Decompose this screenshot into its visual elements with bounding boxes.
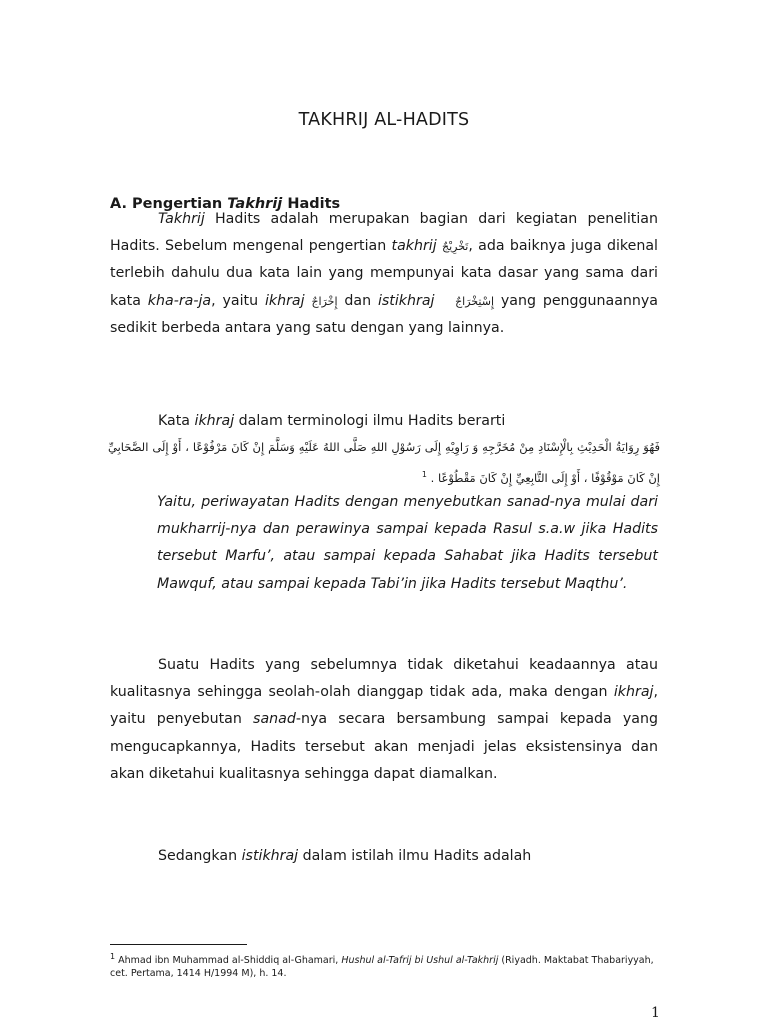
text: dalam terminologi ilmu Hadits berarti xyxy=(234,413,506,429)
paragraph-3 xyxy=(110,652,658,788)
text: yang penggunaannya sedikit berbeda antara yang satu dengan yang lainnya. xyxy=(110,292,659,336)
term-sanad: sanad xyxy=(253,711,296,728)
text: -nya secara bersambung sampai kepada yang mengucapkannya, Hadits tersebut akan menjadi jelas eksistensinya dan akan diketahui kualitasnya sehingga dapat diamalkan. xyxy=(110,711,658,782)
text: Sedangkan xyxy=(158,848,242,864)
page-title: TAKHRIJ AL-HADITS xyxy=(298,110,470,130)
term-kharaja: kha-ra-ja xyxy=(147,292,212,309)
paragraph-1 xyxy=(110,206,658,342)
text: dalam istilah ilmu Hadits adalah xyxy=(298,848,532,864)
footnote xyxy=(110,950,658,980)
page-number: 1 xyxy=(651,1005,660,1021)
arabic-word: إِخْرَاجٌ xyxy=(311,294,338,308)
term-ikhraj: ikhraj xyxy=(194,413,235,429)
paragraph-2 xyxy=(110,408,658,435)
arabic-text: فَهُوَ رِوَايَةُ الْحَدِيْثِ بِالْإِسْنَادِ مِنْ مُخَرَّجِهِ وَ رَاوِيْهِ إِلَى رَسُوْلِ اللهِ صَلَّى اللهُ عَلَيْهِ وَسَلَّمَ إِنْ كَانَ مَرْفُوْعًا ، أَوْ إِلَى الصَّحَابِيِّ إِنْ كَانَ مَوْقُوْفًا ، أَوْ إِلَى التَّابِعِيِّ إِنْ كَانَ مَقْطُوْعًا . xyxy=(108,440,660,485)
term-takhrij: Takhrij xyxy=(158,211,205,227)
footnote-reference: 1 xyxy=(421,470,427,479)
text: (Riyadh. Maktabat Thabariyyah, cet. Pertama, 1414 H/1994 M), h. 14. xyxy=(110,955,654,980)
arabic-word: إِسْتِخْرَاجٌ xyxy=(455,294,494,308)
term-istikhraj: istikhraj xyxy=(377,292,435,309)
term-ikhraj: ikhraj xyxy=(613,684,654,701)
arabic-word: تَخْرِيْجٌ xyxy=(441,240,469,254)
text: Hadits adalah merupakan bagian dari kegiatan penelitian Hadits. Sebelum mengenal pengertian xyxy=(110,211,658,255)
text: , yaitu penyebutan xyxy=(110,684,658,728)
text: Suatu Hadits yang sebelumnya tidak diketahui keadaannya atau kualitasnya sehingga seolah-olah dianggap tidak ada, maka dengan xyxy=(110,657,658,701)
section-heading-italic: Takhrij xyxy=(227,196,283,212)
text: , yaitu xyxy=(211,292,265,309)
section-heading-suffix: Hadits xyxy=(282,196,341,212)
book-title: Hushul al-Tafrij bi Ushul al-Takhrij xyxy=(341,955,499,967)
section-heading-prefix: A. Pengertian xyxy=(110,196,228,212)
footnote-number: 1 xyxy=(110,952,116,961)
translation-quote: Yaitu, periwayatan Hadits dengan menyebutkan sanad-nya mulai dari mukharrij-nya dan perawinya sampai kepada Rasul s.a.w jika Hadits tersebut Marfu’, atau sampai kepada Sahabat jika Hadits tersebut Mawquf, atau sampai kepada Tabi’in jika Hadits tersebut Maqthu’. xyxy=(157,494,658,592)
text: Kata xyxy=(158,413,195,429)
text: dan xyxy=(337,292,378,309)
paragraph-4 xyxy=(110,843,658,870)
text: Ahmad ibn Muhammad al-Shiddiq al-Ghamari, xyxy=(115,955,342,967)
term-takhrij: takhrij xyxy=(391,238,437,255)
footnote-separator xyxy=(110,944,247,945)
term-istikhraj: istikhraj xyxy=(241,848,299,864)
text: , ada baiknya juga dikenal terlebih dahulu dua kata lain yang mempunyai kata dasar yang sama dari kata xyxy=(110,238,658,309)
arabic-definition xyxy=(108,434,660,492)
term-ikhraj: ikhraj xyxy=(264,292,305,309)
